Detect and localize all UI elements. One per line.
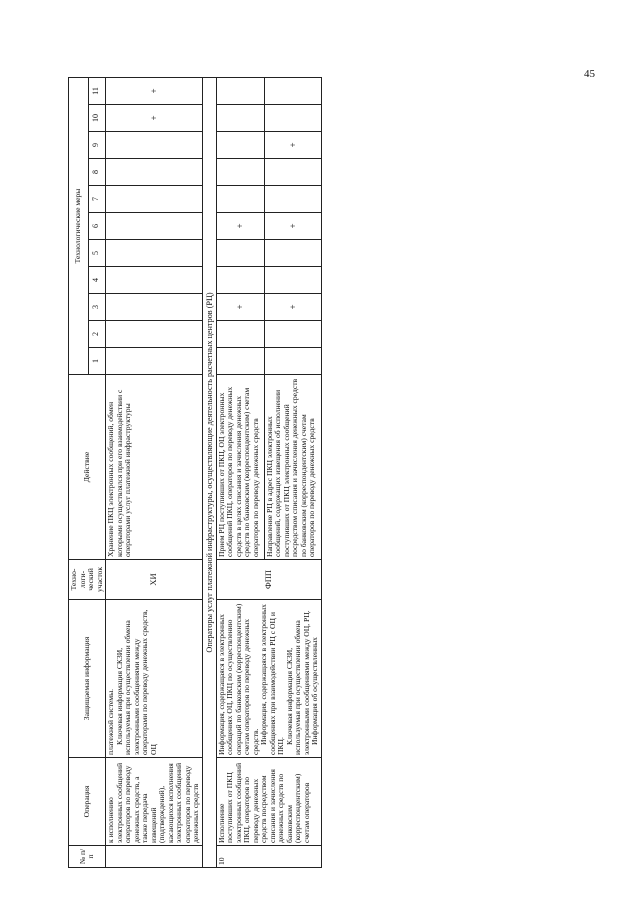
header-operation: Операция: [69, 758, 106, 846]
measure-mark: +: [106, 77, 203, 104]
measure-mark: [216, 267, 264, 294]
measure-mark: [216, 132, 264, 159]
measure-col-2: 2: [88, 321, 105, 348]
measure-mark: +: [264, 132, 321, 159]
action-cell: Хранение ПКЦ электронных сообщений, обмен которыми осуществлялся при его взаимодействии с операторами услуг платежной инфраструктуры: [106, 375, 203, 560]
measure-mark: [216, 105, 264, 132]
measure-mark: [106, 267, 203, 294]
measure-mark: [264, 240, 321, 267]
protected-info-line: Ключевая информация СКЗИ, используемая при осуществлении обмена электронными сообщениями между операторами по переводу денежных средств, ОЦ: [114, 609, 158, 755]
protected-info-cell: [216, 600, 321, 758]
measure-col-4: 4: [88, 267, 105, 294]
measure-col-11: 11: [88, 77, 105, 104]
header-tech-measures: Технологические меры: [69, 77, 89, 374]
rotated-table-region: [68, 78, 418, 868]
tech-section-cell: ФПП: [216, 560, 321, 600]
measure-col-8: 8: [88, 159, 105, 186]
measure-mark: +: [106, 105, 203, 132]
measure-mark: [106, 159, 203, 186]
section-title: Операторы услуг платежной инфраструктуры, осуществляющие деятельность расчетных центров (РЦ): [202, 77, 216, 867]
table-row: [216, 77, 264, 867]
measure-mark: [264, 321, 321, 348]
protected-info-cell: [106, 600, 203, 758]
measure-col-1: 1: [88, 348, 105, 375]
section-row: [202, 77, 216, 867]
measure-mark: +: [216, 213, 264, 240]
measure-mark: [264, 105, 321, 132]
protected-info-line: Информация об осуществленных: [310, 637, 320, 745]
measure-col-10: 10: [88, 105, 105, 132]
protected-info-line: Информация, содержащаяся в электронных сообщениях ОЦ, ПКЦ по осуществлению операций по банковским (корреспондентским) счетам операторов по переводу денежных средств.: [216, 603, 260, 755]
measure-mark: [216, 186, 264, 213]
measure-mark: [216, 348, 264, 375]
protected-info-line: платежной системы.: [106, 688, 115, 755]
measure-col-5: 5: [88, 240, 105, 267]
measure-mark: [106, 132, 203, 159]
header-action: Действие: [69, 375, 106, 560]
measure-mark: +: [264, 294, 321, 321]
measure-mark: [106, 186, 203, 213]
measure-mark: [216, 240, 264, 267]
measure-mark: [216, 77, 264, 104]
measure-mark: [106, 348, 203, 375]
header-row-1: [69, 77, 89, 867]
measure-mark: [264, 159, 321, 186]
measure-mark: +: [264, 213, 321, 240]
header-num: № п/п: [69, 846, 106, 868]
measure-mark: [106, 321, 203, 348]
action-cell: Направление РЦ в адрес ПКЦ электронных сообщений, содержащих извещения об исполнении поступивших от ПКЦ электронных сообщений посредством списания и зачисления денежных средств по банковским (корреспондентским) счетам операторов по переводу денежных средств: [264, 375, 321, 560]
measure-mark: [216, 159, 264, 186]
tech-section-cell: ХИ: [106, 560, 203, 600]
table-row: [106, 77, 203, 867]
measure-mark: [106, 240, 203, 267]
row-num-cell: [106, 846, 203, 868]
measure-mark: [264, 348, 321, 375]
measure-col-7: 7: [88, 186, 105, 213]
row-num-cell: 10: [216, 846, 321, 868]
measure-col-9: 9: [88, 132, 105, 159]
protection-measures-table: [68, 77, 322, 868]
header-tech-section: Техно-логи-ческий участок: [69, 560, 106, 600]
action-cell: Прием РЦ поступивших от ПКЦ, ОЦ электронных сообщений ПКЦ, операторов по переводу денежных средств в целях списания и зачисления денежных средств по банковским (корреспондентским) счетам операторов по переводу денежных средств: [216, 375, 264, 560]
protected-info-line: Ключевая информация СКЗИ, используемая при осуществлении обмена электронными сообщениями между ОЦ, РЦ.: [284, 610, 311, 755]
measure-mark: [264, 186, 321, 213]
operation-cell: к исполнению электронных сообщений операторов по переводу денежных средств, а также передача извещений (подтверждений), касающихся исполнения электронных сообщений операторов по переводу денежных средств: [106, 758, 203, 846]
measure-mark: [264, 267, 321, 294]
measure-mark: [106, 294, 203, 321]
measure-mark: [216, 321, 264, 348]
measure-mark: [106, 213, 203, 240]
header-protected-info: Защищаемая информация: [69, 600, 106, 758]
measure-col-6: 6: [88, 213, 105, 240]
measure-mark: +: [216, 294, 264, 321]
protected-info-line: Информация, содержащаяся в электронных сообщениях при взаимодействии РЦ с ОЦ и ПКЦ.: [259, 604, 286, 755]
page-number: 45: [584, 68, 595, 80]
operation-cell: Исполнение поступивших от ПКЦ электронных сообщений ПКЦ, операторов по переводу денежных средств посредством списания и зачисления денежных средств по банковским (корреспондентским) счетам операторов: [216, 758, 321, 846]
measure-mark: [264, 77, 321, 104]
measure-col-3: 3: [88, 294, 105, 321]
